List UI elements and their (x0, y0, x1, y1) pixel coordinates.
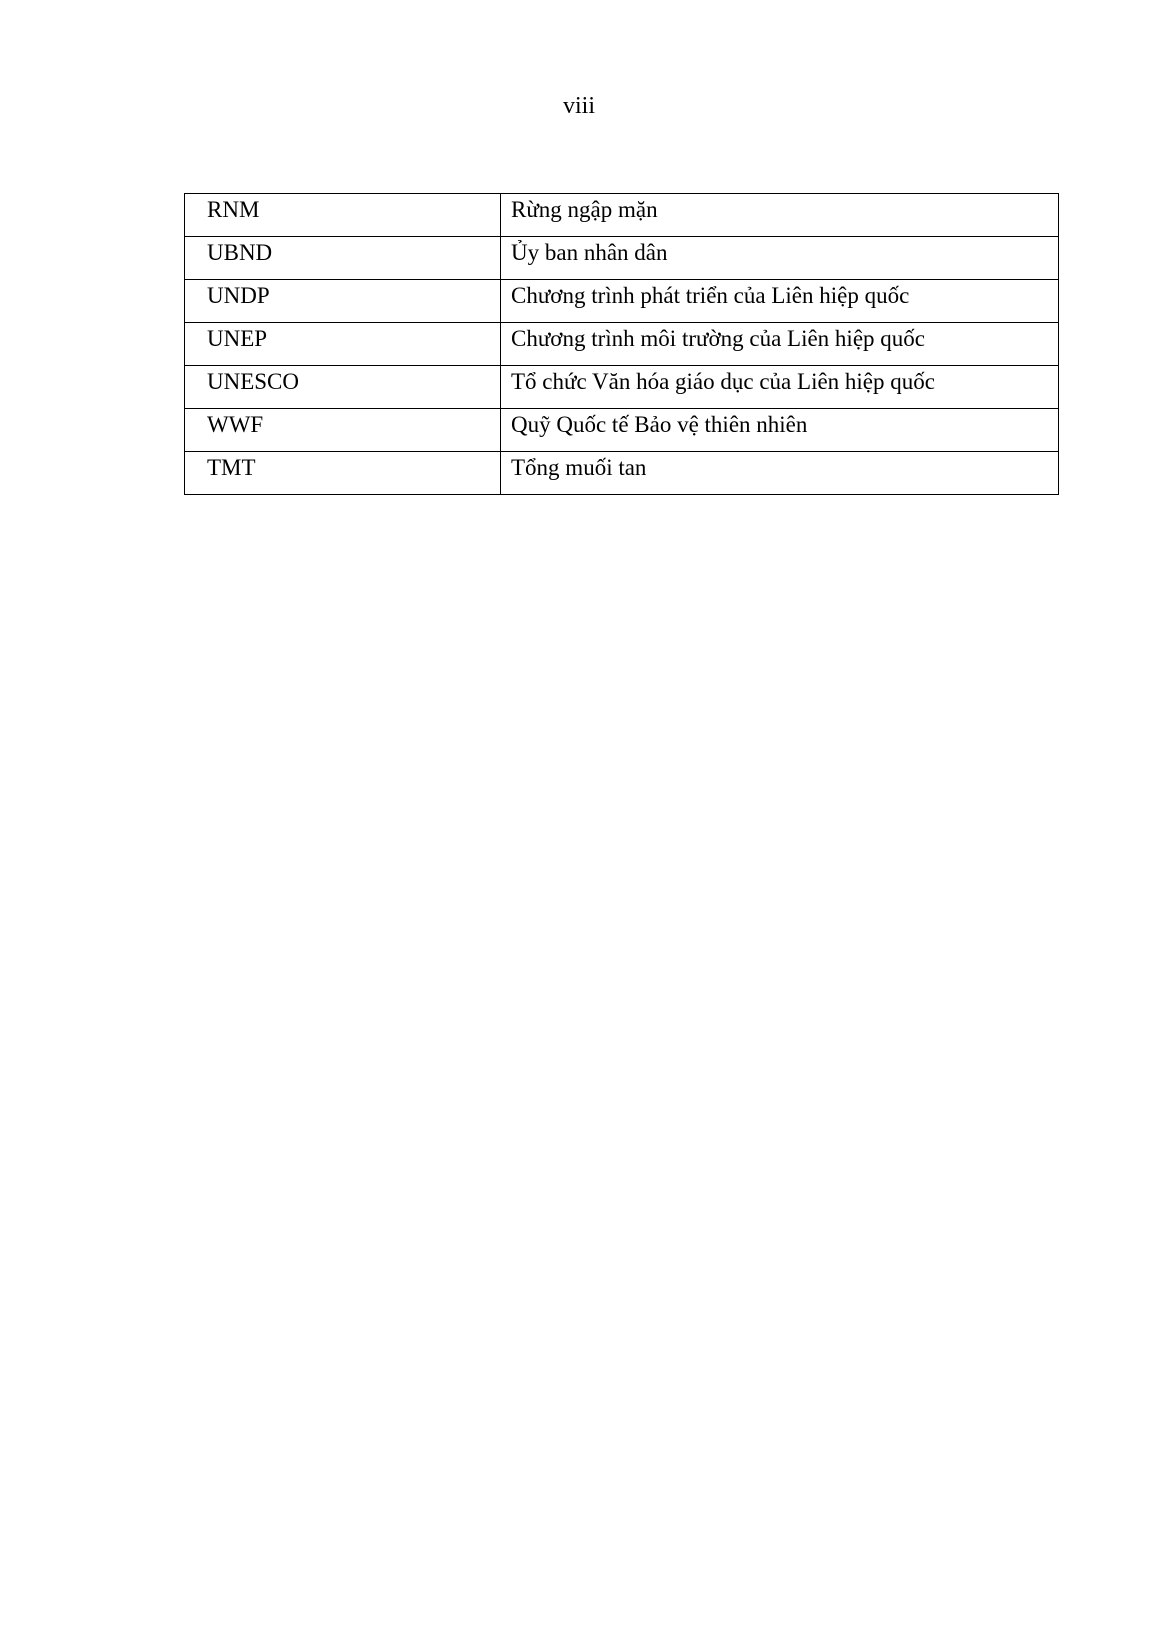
meaning-cell: Chương trình phát triển của Liên hiệp quốc (501, 280, 1059, 323)
table-row (185, 237, 1059, 280)
table-row (185, 323, 1059, 366)
page-number: viii (562, 93, 595, 119)
meaning-cell: Tổng muối tan (501, 452, 1059, 495)
table-row (185, 452, 1059, 495)
meaning-cell: Tổ chức Văn hóa giáo dục của Liên hiệp quốc (501, 366, 1059, 409)
meaning-cell: Chương trình môi trường của Liên hiệp quốc (501, 323, 1059, 366)
meaning-cell: Ủy ban nhân dân (501, 237, 1059, 280)
abbreviation-cell: RNM (185, 194, 501, 237)
table-row (185, 409, 1059, 452)
table-row (185, 366, 1059, 409)
abbreviation-cell: UNEP (185, 323, 501, 366)
meaning-cell: Quỹ Quốc tế Bảo vệ thiên nhiên (501, 409, 1059, 452)
abbreviation-cell: WWF (185, 409, 501, 452)
abbreviation-cell: UNESCO (185, 366, 501, 409)
meaning-cell: Rừng ngập mặn (501, 194, 1059, 237)
abbreviation-cell: UBND (185, 237, 501, 280)
abbreviation-cell: UNDP (185, 280, 501, 323)
table-row (185, 194, 1059, 237)
abbreviation-cell: TMT (185, 452, 501, 495)
table-row (185, 280, 1059, 323)
abbreviations-table (184, 193, 1059, 495)
